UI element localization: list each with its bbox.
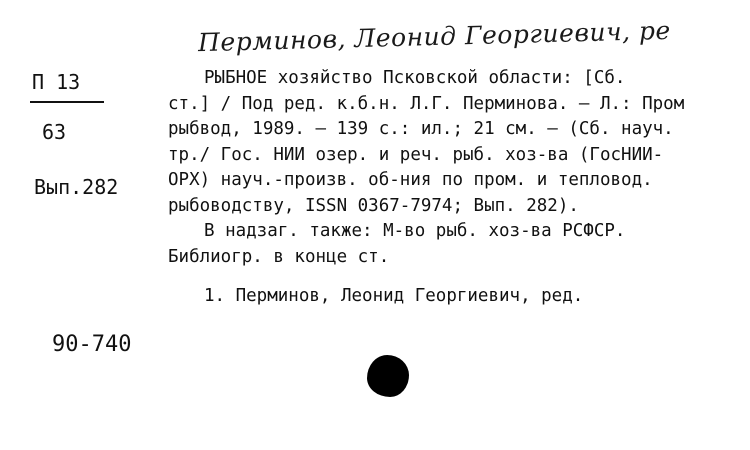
description-line: РЫБНОЕ хозяйство Псковской области: [Сб. (204, 68, 626, 88)
series-issue: Вып.282 (34, 175, 119, 199)
description-line: ст.] / Под ред. к.б.н. Л.Г. Перминова. – Л.: Пром (168, 93, 685, 114)
bibliographic-description (168, 66, 748, 310)
note-line: В надзаг. также: М-во рыб. хоз-ва РСФСР. (204, 221, 626, 241)
call-number-divider (30, 101, 104, 103)
tracing-entry: 1. Перминов, Леонид Георгиевич, ред. (204, 286, 584, 306)
description-line: рыбоводству, ISSN 0367-7974; Вып. 282). (168, 195, 579, 216)
description-line: рыбвод, 1989. – 139 с.: ил.; 21 см. – (Сб. науч. (168, 119, 674, 139)
description-line: тр./ Гос. НИИ озер. и реч. рыб. хоз-ва (ГосНИИ- (168, 144, 664, 165)
description-line: ОРХ) науч.-произв. об-ния по пром. и тепловод. (168, 170, 653, 190)
accession-number: 90-740 (52, 332, 132, 357)
handwritten-note: Перминов, Леонид Георгиевич, ре (197, 15, 672, 58)
shelf-mark: П 13 (32, 70, 81, 94)
punch-hole (367, 355, 409, 397)
note-line: Библиогр. в конце ст. (168, 246, 390, 267)
call-number: 63 (42, 120, 67, 144)
